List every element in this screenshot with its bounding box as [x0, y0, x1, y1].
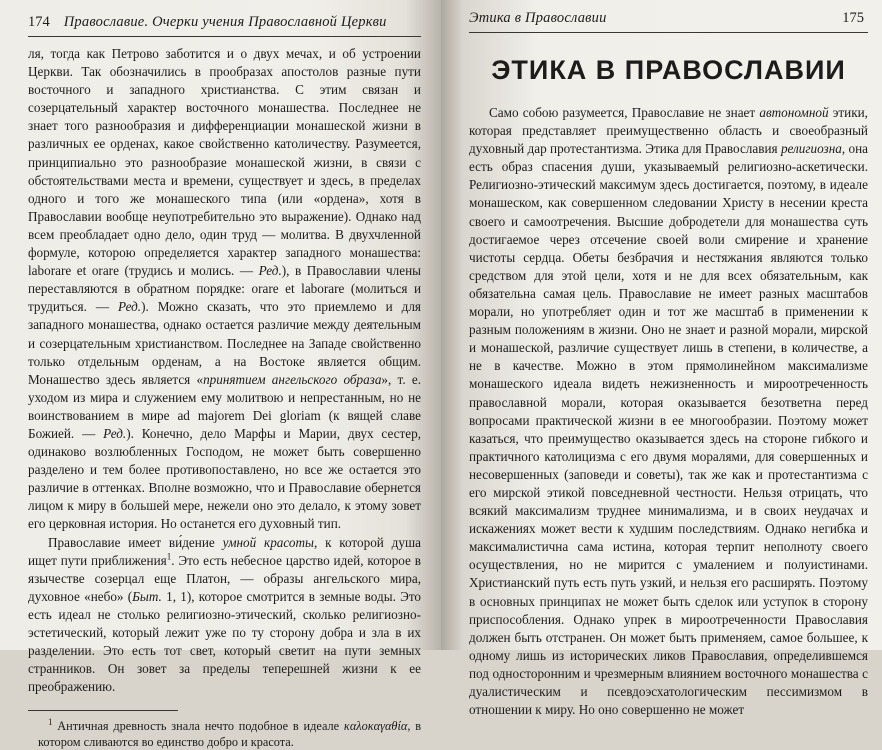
- text-run: , она есть образ спасения души, указываемый религиозно-аскетически. Религиозно-этический максимум здесь достигается, поэтому, в идеале монашеском, как совершенном следовании Христу в несении креста своего и самоотречения. Высшие добродетели для монашества суть достигаемое через отсечение своей воли смирение и хранение чистоты сердца. Обеты безбрачия и нестяжания являются только средством для этой цели, хотя и не для всех обязательным, как обязательна самая цель. Православие не имеет разных масштабов морали, но употребляет один и тот же масштаб в применении к разным положениям в жизни. Оно не знает и разной морали, мирской и монашеской, различие существует лишь в степени, в количестве, а не в качестве. Можно в этом прямолинейном максимализме монашеского идеала видеть нежизненность и мироотреченность православной морали, которая оказывается безответна перед вопросами практической жизни в ее многообразии. Поэтому может казаться, что преимущество оказывается здесь на стороне гибкого и практичного католицизма с его двумя моралями, для совершенных и несовершенных (заповеди и советы), так же как и протестантизма с его мирской этикой повседневной честности. Нельзя отрицать, что всякий максимализм труднее минимализма, и в своих неудачах и искажениях может вести к худшим последствиям. Однако негибка и максималистична сама истина, которая терпит неполноту своего осуществления, но не мирится с умалением и полуистинами. Христианский путь есть путь узкий, и нельзя его расширять. Поэтому в основных принципах не может быть сделок или уступок в сторону приспособления. Однако упрек в мироотреченности Православия должен быть отстранен. Он может быть применяем, самое большее, к одному лишь из исторических ликов Православия, определившемся под односторонним и чрезмерным влиянием восточного монашества с дуалистическим и псевдоэсхатологическим пессимизмом в отношении к миру. Но оно совершенно не может: [469, 141, 868, 718]
- footnote-ref[interactable]: 1: [166, 551, 172, 562]
- left-paragraph-1: [28, 45, 421, 534]
- text-run: », т. е. уходом из мира и служением ему молитвою и непрестанным, но не воинствованием в мире ad majorem Dei gloriam (к вящей славе Божией. —: [28, 371, 421, 441]
- left-running-title: Православие. Очерки учения Православной Церкви: [63, 14, 387, 30]
- right-body-text: [469, 104, 868, 719]
- text-run: ). Можно сказать, что это приемлемо и для западного монашества, однако остается различие между деятельным и созерцательным христианством. Последнее на Западе свойственно только отдельным орденам, а на Востоке является общим. Монашество здесь является «: [28, 299, 421, 387]
- scripture-ref-num: 1, 1: [166, 588, 187, 604]
- text-run: этики, которая представляет преимущественно область и своеобразный духовный дар протестантизма. Этика для Православия: [469, 105, 868, 157]
- footnote: [28, 718, 421, 750]
- footnote-mark: 1: [48, 717, 53, 728]
- text-run: ), в Православии члены переставляются в обратном порядке: orare et laborare (молиться и трудиться. —: [28, 263, 421, 315]
- scripture-ref: Быт.: [132, 588, 162, 604]
- text-run: Православие имеет ви́дение: [48, 534, 223, 550]
- text-run: ). Конечно, дело Марфы и Марии, двух сестер, одинаково возлюбленных Господом, не может быть совершенно разделено и тем более противопоставлено, но все же остается это различие в оттенках. Вполне возможно, что и Православие обернется лицом к миру в большей мере, нежели оно это делало, к этому зовет его церковная история. Но останется его духовный тип.: [28, 425, 421, 532]
- text-run: Античная древность знала нечто подобное в идеале: [57, 719, 344, 734]
- emphasis: принятием ангельского образа: [203, 371, 382, 387]
- right-running-title: Этика в Православии: [469, 10, 607, 26]
- left-body-text: [28, 45, 421, 696]
- text-run: , в котором сливаются во единство добро и красота.: [38, 719, 421, 750]
- text-run: . Это есть небесное царство идей, которое в язычестве созерцал еще Платон, — образы ангельского мира, духовное «небо» (: [28, 552, 422, 604]
- emphasis: религиозна: [780, 141, 842, 157]
- right-paragraph-1: [469, 104, 868, 719]
- left-page-number: 174: [28, 14, 50, 30]
- footnote-divider: [28, 710, 178, 711]
- right-page: [441, 0, 882, 718]
- right-running-head: [469, 10, 868, 33]
- left-running-head: [28, 14, 421, 37]
- text-run: ), которое смотрится в земные воды. Это есть идеал не столько религиозно-этический, сколько религиозно-эстетический, который лежит уже по ту сторону добра и зла в их разделении. Это есть тот свет, который светит на пути земных странников. Он зовет за пределы теперешней жизни к ее преображению.: [28, 588, 421, 695]
- emphasis: автономной: [759, 105, 829, 120]
- left-paragraph-2: [28, 534, 421, 697]
- greek-term: καλοκαγαθία: [343, 719, 408, 734]
- text-run: Само собою разумеется, Православие не знает: [489, 105, 760, 120]
- editor-abbrev: Ред.: [103, 425, 127, 441]
- editor-abbrev: Ред.: [258, 263, 282, 279]
- right-page-number: 175: [842, 10, 864, 26]
- emphasis: умной красоты: [222, 534, 314, 550]
- text-run: ля, тогда как Петрово заботится и о двух мечах, и об устроении Церкви. Так обозначились в прообразах апостолов разные пути восточного и западного христианства. С этим связан и созерцательный характер восточного монашества. Последнее не знает того разнообразия и дифференциации монашеской жизни в различных ее орденах, какое свойственно католичеству. Разумеется, принципиально это разнообразие монашеской жизни, в связи с обстоятельствами места и времени, существует и здесь, в пределах одного и того же монашеского типа (или «ордена», хотя в Православии вообще неупотребительно это выражение). Однако над всем преобладает одно дело, один труд — молитва. В двухчленной формуле, которою определяется характер западного монашества: laborare et orare (трудись и молись. —: [28, 46, 421, 279]
- chapter-title: ЭТИКА В ПРАВОСЛАВИИ: [491, 55, 846, 85]
- text-run: , к которой душа ищет пути приближения: [28, 534, 421, 568]
- editor-abbrev: Ред.: [117, 299, 142, 315]
